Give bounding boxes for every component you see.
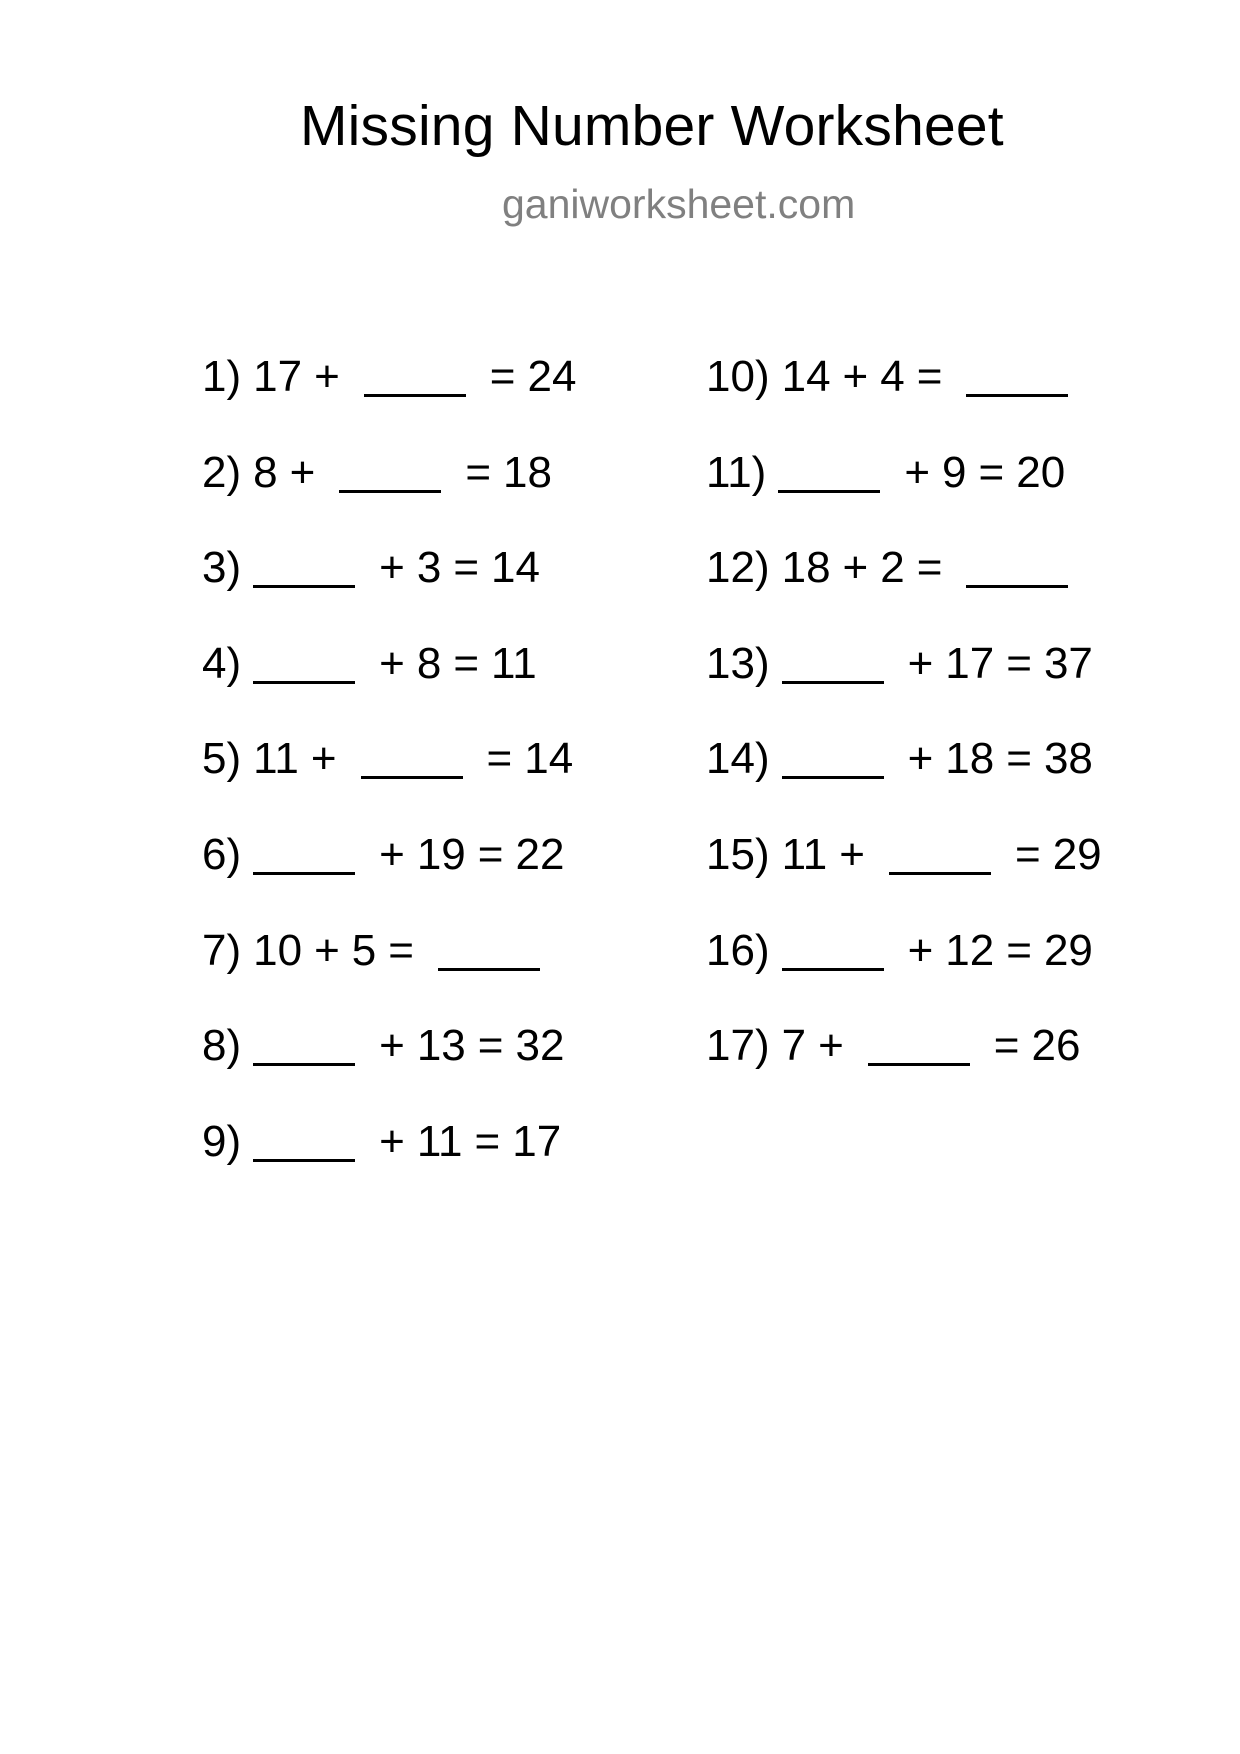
equals-sign: = <box>916 352 943 401</box>
plus-sign: + <box>310 734 337 784</box>
problem-number: 16) <box>706 925 770 975</box>
problem-item <box>202 639 576 735</box>
answer-blank[interactable] <box>868 1021 970 1066</box>
problem-number: 3) <box>202 543 242 593</box>
answer-blank[interactable] <box>438 926 540 971</box>
equals-sign: = <box>993 1021 1020 1071</box>
problem-item <box>706 1021 1102 1117</box>
problem-number: 15) <box>706 829 770 879</box>
plus-sign: + <box>379 829 405 879</box>
operand: 11 <box>491 638 537 688</box>
problem-item <box>706 734 1102 830</box>
equals-sign: = <box>453 543 480 593</box>
operand: 19 <box>416 829 466 879</box>
answer-blank[interactable] <box>253 830 355 875</box>
operand: 24 <box>527 352 577 401</box>
operand: 14 <box>491 543 540 593</box>
plus-sign: + <box>842 543 869 593</box>
operand: 18 <box>781 543 831 593</box>
answer-blank[interactable] <box>361 734 463 779</box>
operand: 11 <box>416 1116 463 1166</box>
problem-number: 17) <box>706 1021 770 1071</box>
problem-item <box>202 352 576 448</box>
problem-number: 8) <box>202 1021 242 1071</box>
problem-item <box>706 543 1102 639</box>
answer-blank[interactable] <box>364 352 466 397</box>
plus-sign: + <box>314 352 340 401</box>
operand: 38 <box>1043 734 1093 784</box>
plus-sign: + <box>839 829 865 879</box>
problem-number: 13) <box>706 638 770 688</box>
operand: 22 <box>515 829 565 879</box>
equals-sign: = <box>978 447 1005 497</box>
problem-item <box>202 543 576 639</box>
operand: 9 <box>942 447 967 497</box>
equals-sign: = <box>916 543 943 593</box>
operand: 17 <box>512 1116 562 1166</box>
problem-number: 14) <box>706 734 770 784</box>
problem-item <box>706 352 1102 448</box>
plus-sign: + <box>379 1116 405 1166</box>
equals-sign: = <box>474 1116 501 1166</box>
equals-sign: = <box>1006 638 1032 688</box>
plus-sign: + <box>907 638 934 688</box>
operand: 37 <box>1043 638 1093 688</box>
operand: 18 <box>945 734 995 784</box>
operand: 20 <box>1016 447 1066 497</box>
operand: 29 <box>1043 925 1093 975</box>
answer-blank[interactable] <box>253 1117 355 1162</box>
answer-blank[interactable] <box>253 1021 355 1066</box>
plus-sign: + <box>907 925 934 975</box>
plus-sign: + <box>379 543 405 593</box>
problem-number: 1) <box>202 352 242 401</box>
operand: 5 <box>351 925 377 975</box>
operand: 8 <box>416 638 442 688</box>
problem-number: 5) <box>202 734 242 784</box>
plus-sign: + <box>289 447 316 497</box>
operand: 17 <box>253 352 303 401</box>
problem-number: 9) <box>202 1116 242 1166</box>
page-subtitle: ganiworksheet.com <box>502 181 856 227</box>
operand: 2 <box>880 543 905 593</box>
operand: 12 <box>945 925 995 975</box>
problem-item <box>706 830 1102 926</box>
problem-item <box>202 1117 576 1213</box>
answer-blank[interactable] <box>889 830 991 875</box>
operand: 11 <box>781 829 828 879</box>
problem-item <box>202 1021 576 1117</box>
equals-sign: = <box>1014 829 1041 879</box>
plus-sign: + <box>379 1021 405 1071</box>
problem-column-left <box>202 352 576 1212</box>
problem-item <box>202 830 576 926</box>
operand: 3 <box>416 543 442 593</box>
operand: 17 <box>945 638 995 688</box>
problem-column-right <box>706 352 1102 1117</box>
operand: 29 <box>1052 829 1102 879</box>
operand: 26 <box>1031 1021 1081 1071</box>
plus-sign: + <box>314 925 340 975</box>
answer-blank[interactable] <box>339 448 441 493</box>
answer-blank[interactable] <box>253 639 355 684</box>
problem-item <box>706 448 1102 544</box>
plus-sign: + <box>842 352 869 401</box>
plus-sign: + <box>904 447 931 497</box>
problem-item <box>202 926 576 1022</box>
answer-blank[interactable] <box>253 543 355 588</box>
problem-item <box>202 734 576 830</box>
operand: 7 <box>781 1021 807 1071</box>
operand: 11 <box>253 734 299 784</box>
equals-sign: = <box>477 1021 504 1071</box>
equals-sign: = <box>489 352 516 401</box>
problem-number: 4) <box>202 638 242 688</box>
equals-sign: = <box>453 638 480 688</box>
equals-sign: = <box>465 447 492 497</box>
operand: 4 <box>880 352 905 401</box>
problem-number: 6) <box>202 829 242 879</box>
problem-item <box>706 926 1102 1022</box>
operand: 14 <box>781 352 831 401</box>
answer-blank[interactable] <box>778 448 880 493</box>
operand: 18 <box>503 447 552 497</box>
operand: 8 <box>253 447 278 497</box>
problem-number: 10) <box>706 352 770 401</box>
plus-sign: + <box>907 734 934 784</box>
problem-number: 7) <box>202 925 242 975</box>
equals-sign: = <box>477 829 504 879</box>
page-title: Missing Number Worksheet <box>300 94 1004 158</box>
equals-sign: = <box>486 734 513 784</box>
plus-sign: + <box>379 638 405 688</box>
operand: 13 <box>416 1021 466 1071</box>
equals-sign: = <box>1006 734 1032 784</box>
problem-number: 12) <box>706 543 770 593</box>
answer-blank[interactable] <box>966 352 1068 397</box>
problem-item <box>202 448 576 544</box>
operand: 32 <box>515 1021 565 1071</box>
operand: 14 <box>524 734 574 784</box>
equals-sign: = <box>388 925 414 975</box>
problem-number: 2) <box>202 447 242 497</box>
answer-blank[interactable] <box>782 926 884 971</box>
plus-sign: + <box>818 1021 844 1071</box>
problem-item <box>706 639 1102 735</box>
answer-blank[interactable] <box>782 639 884 684</box>
answer-blank[interactable] <box>966 543 1068 588</box>
equals-sign: = <box>1006 925 1032 975</box>
problem-number: 11) <box>706 447 767 497</box>
operand: 10 <box>253 925 303 975</box>
answer-blank[interactable] <box>782 734 884 779</box>
